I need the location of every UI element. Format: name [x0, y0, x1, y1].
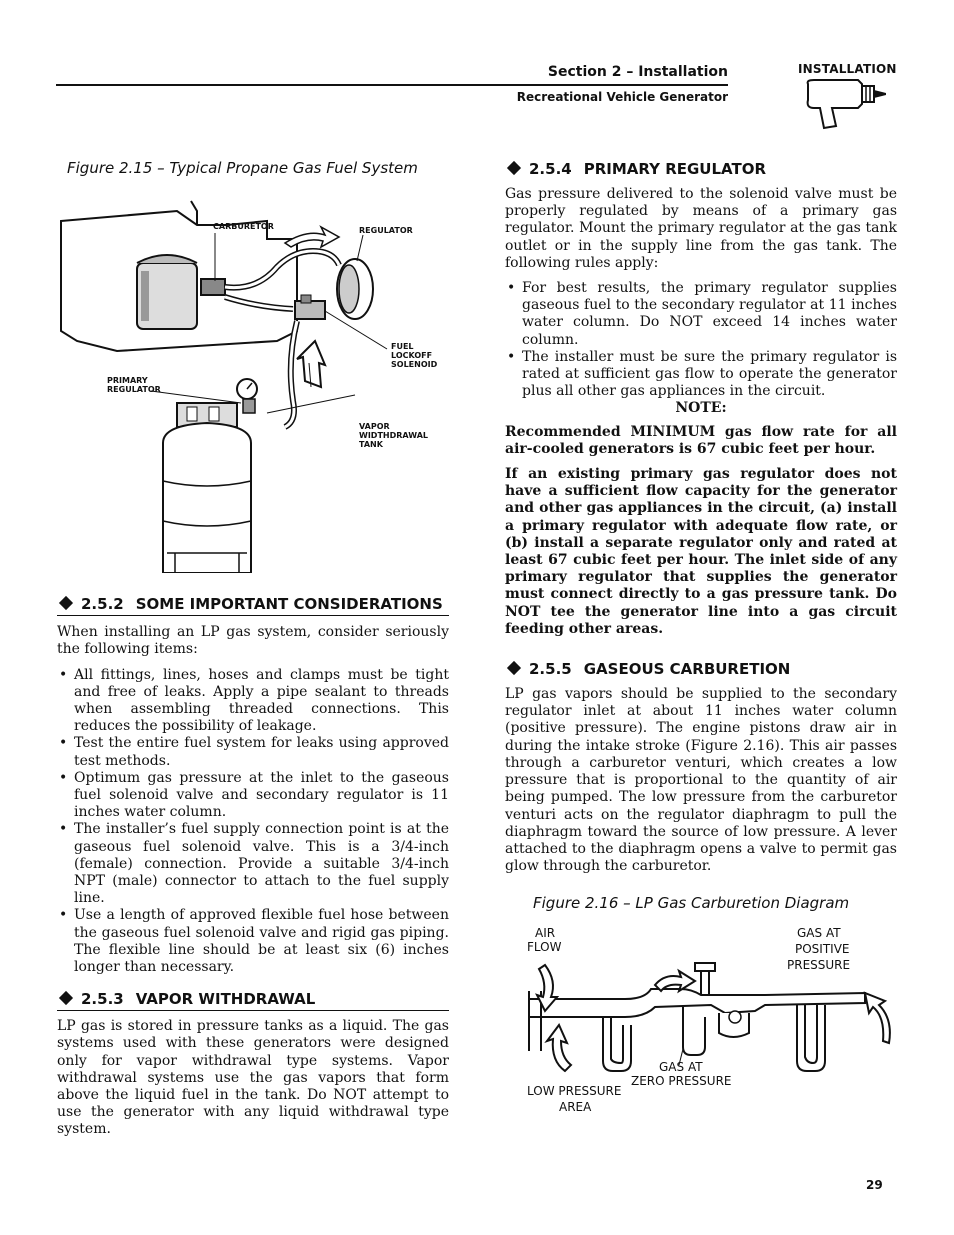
note-2: If an existing primary gas regulator does not have a sufficient flow capacity for the generator and other gas appliances in the circuit, (a) install a primary regulator with adequate flow rate, or (b) install a separate regulator only and rated at least 67 cubic feet per hour. The inlet side of any primary regulator that supplies the generator must connect directly to a gas pressure tank. Do NOT tee the generator line into a gas circuit feeding other areas. [505, 466, 897, 637]
label-fuel-1: FUEL [391, 342, 414, 352]
section-255-body: LP gas vapors should be supplied to the secondary regulator inlet at about 11 inches water column (positive pressure). The engine pistons draw air in during the intake stroke (Figure 2.16). This air passes through a carburetor venturi, which creates a low pressure that is proportional to the quantity of air being pumped. The low pressure from the carburetor venturi acts on the regulator diaphragm to pull the diaphragm toward the source of low pressure. A lever attached to the diaphragm opens a valve to permit gas glow through the carburetor. [505, 686, 897, 875]
label-gas-pos-1: GAS AT [797, 925, 841, 940]
list-item: • For best results, the primary regulator supplies gaseous fuel to the secondary regulator at 11 inches water column. Do NOT exceed 14 inches water column. [505, 280, 897, 349]
list-item: • Use a length of approved flexible fuel hose between the gaseous fuel solenoid valve and rigid gas piping. The flexible line should be at least six (6) inches longer than necessary. [57, 907, 449, 976]
section-254-list [505, 280, 897, 400]
list-item: • Test the entire fuel system for leaks using approved test methods. [57, 735, 449, 769]
heading-253: 2.5.3 VAPOR WITHDRAWAL [57, 990, 449, 1011]
section-subtitle: Recreational Vehicle Generator [516, 90, 728, 104]
diamond-icon [59, 596, 73, 610]
label-fuel-2: LOCKOFF [391, 351, 433, 361]
section-252-intro: When installing an LP gas system, consider seriously the following items: [57, 624, 449, 658]
label-vapor-1: VAPOR [359, 422, 390, 432]
label-gas-zero-2: ZERO PRESSURE [631, 1073, 732, 1088]
label-air-2: FLOW [527, 939, 562, 954]
label-primary-1: PRIMARY [107, 376, 148, 386]
diamond-icon [507, 161, 521, 175]
diamond-icon [59, 991, 73, 1005]
section-253-body: LP gas is stored in pressure tanks as a liquid. The gas systems used with these generators were designed only for vapor withdrawal type systems. Vapor withdrawal systems use the gas vapors that form above the liquid fuel in the tank. Do NOT attempt to use the generator with any liquid withdrawal type system. [57, 1018, 449, 1138]
label-low-2: AREA [559, 1099, 592, 1114]
header-rule [56, 84, 728, 86]
label-carburetor: CARBURETOR [213, 222, 274, 232]
right-column [505, 160, 897, 1121]
heading-252: 2.5.2 SOME IMPORTANT CONSIDERATIONS [57, 595, 449, 616]
list-item: • The installer’s fuel supply connection point is at the gaseous fuel solenoid valve. This is a 3/4-inch (female) connection. Provide a suitable 3/4-inch NPT (male) connector to attach to the fuel supply line. [57, 821, 449, 907]
figure-215-caption: Figure 2.15 – Typical Propane Gas Fuel System [67, 159, 418, 177]
label-gas-zero-1: GAS AT [659, 1059, 703, 1074]
section-254-body: Gas pressure delivered to the solenoid valve must be properly regulated by means of a primary gas regulator. Mount the primary regulator at the gas tank outlet or in the supply line from the gas tank. The following rules apply: [505, 186, 897, 271]
label-gas-pos-3: PRESSURE [787, 957, 851, 972]
left-column [57, 160, 449, 1139]
label-primary-2: REGULATOR [107, 385, 161, 395]
label-vapor-2: WIDTHDRAWAL [359, 431, 428, 441]
list-item: • Optimum gas pressure at the inlet to the gaseous fuel solenoid valve and secondary regulator is 11 inches water column. [57, 770, 449, 822]
section-title: Section 2 – Installation [547, 64, 728, 80]
label-air-1: AIR [535, 925, 556, 940]
figure-216-caption: Figure 2.16 – LP Gas Carburetion Diagram [533, 894, 850, 913]
label-vapor-3: TANK [359, 440, 383, 450]
propane-fuel-system-diagram [57, 181, 449, 573]
note-1: Recommended MINIMUM gas flow rate for all air-cooled generators is 67 cubic feet per hour. [505, 423, 897, 457]
heading-254: 2.5.4 PRIMARY REGULATOR [505, 160, 897, 180]
label-fuel-3: SOLENOID [391, 360, 438, 370]
list-item: • All fittings, lines, hoses and clamps must be tight and free of leaks. Apply a pipe sealant to threads when assembling threaded connections. This reduces the possibility of leakage. [57, 667, 449, 736]
list-item: • The installer must be sure the primary regulator is rated at sufficient gas flow to operate the generator plus all other gas appliances in the circuit. [505, 349, 897, 401]
diamond-icon [507, 661, 521, 675]
label-low-1: LOW PRESSURE [527, 1083, 622, 1098]
drill-icon [802, 74, 892, 130]
lp-carburetion-diagram [505, 921, 897, 1121]
page-number: 29 [866, 1178, 883, 1192]
section-252-list [57, 667, 449, 977]
note-label: NOTE: [675, 400, 727, 417]
installation-badge [798, 62, 902, 130]
installation-label: INSTALLATION [798, 62, 897, 76]
label-regulator: REGULATOR [359, 226, 413, 236]
label-gas-pos-2: POSITIVE [795, 941, 850, 956]
heading-255: 2.5.5 GASEOUS CARBURETION [505, 660, 897, 680]
